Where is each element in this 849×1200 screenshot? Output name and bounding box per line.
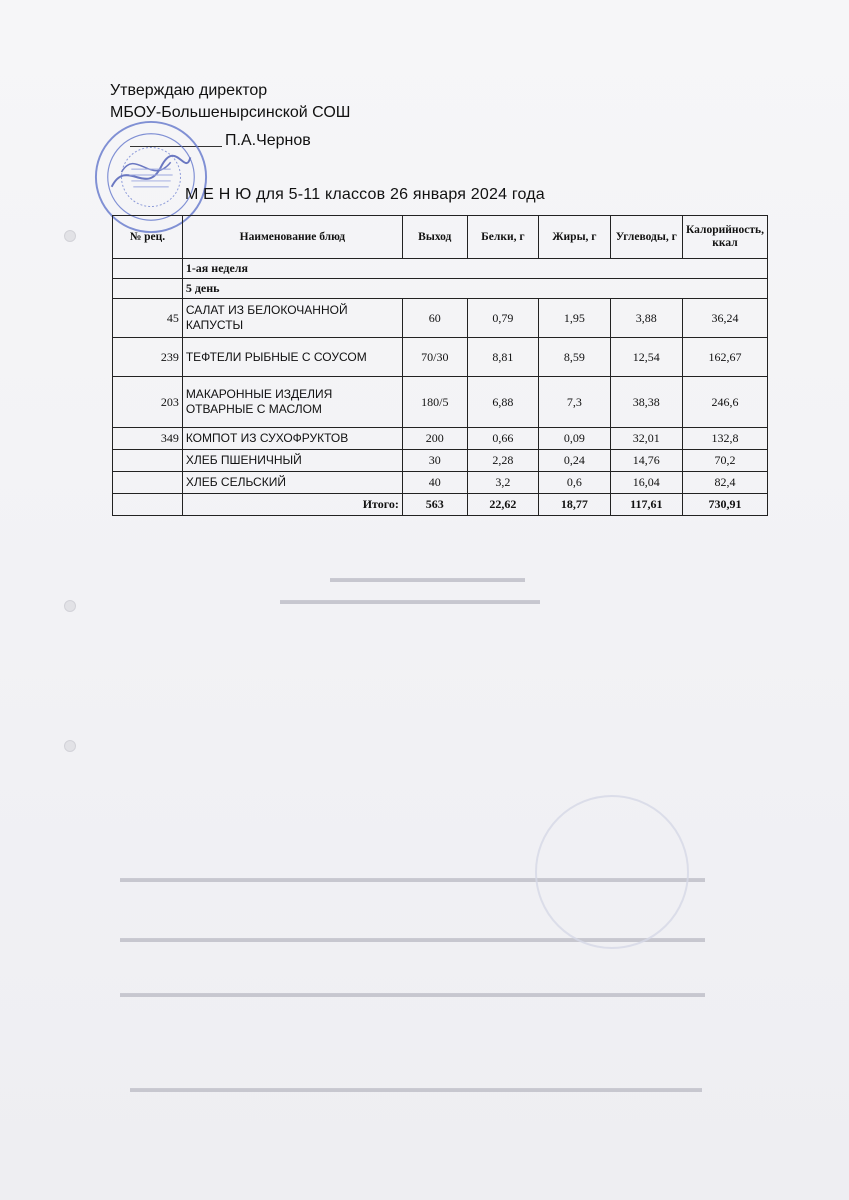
- signer-name: П.А.Чернов: [225, 132, 311, 149]
- recipe-no: [113, 450, 183, 472]
- table-row: [113, 299, 768, 338]
- week-row: [113, 259, 768, 279]
- total-fat: 18,77: [539, 494, 611, 516]
- recipe-no: 203: [113, 377, 183, 428]
- bleed-through-seal: [535, 795, 689, 949]
- protein: 6,88: [467, 377, 538, 428]
- table-row: [113, 338, 768, 377]
- recipe-no: 45: [113, 299, 183, 338]
- portion: 180/5: [402, 377, 467, 428]
- calories: 70,2: [682, 450, 767, 472]
- table-row: [113, 472, 768, 494]
- header-carbs: Углеводы, г: [610, 216, 682, 259]
- dish-name: МАКАРОННЫЕ ИЗДЕЛИЯ ОТВАРНЫЕ С МАСЛОМ: [182, 377, 402, 428]
- carbs: 14,76: [610, 450, 682, 472]
- portion: 70/30: [402, 338, 467, 377]
- dish-name: САЛАТ ИЗ БЕЛОКОЧАННОЙ КАПУСТЫ: [182, 299, 402, 338]
- fat: 0,24: [539, 450, 611, 472]
- carbs: 38,38: [610, 377, 682, 428]
- approval-line-2: МБОУ-Большенырсинской СОШ: [110, 104, 351, 121]
- bleed-through-text: ▬▬▬▬▬▬▬▬▬▬▬▬▬▬▬▬▬▬▬▬▬▬▬▬▬▬▬▬▬▬▬▬▬▬▬▬▬▬▬▬▬▬▬▬: [130, 1080, 702, 1095]
- table-header-row: [113, 216, 768, 259]
- day-row: [113, 279, 768, 299]
- protein: 3,2: [467, 472, 538, 494]
- header-recipe-no: № рец.: [113, 216, 183, 259]
- menu-table: [112, 215, 768, 516]
- dish-name: ХЛЕБ ПШЕНИЧНЫЙ: [182, 450, 402, 472]
- empty-cell: [113, 494, 183, 516]
- fat: 8,59: [539, 338, 611, 377]
- protein: 0,79: [467, 299, 538, 338]
- calories: 82,4: [682, 472, 767, 494]
- calories: 132,8: [682, 428, 767, 450]
- table-row: [113, 450, 768, 472]
- bleed-through-text: ▬▬▬▬▬▬▬▬▬▬▬▬▬▬▬▬▬▬▬▬: [280, 592, 540, 607]
- menu-title: М Е Н Ю для 5-11 классов 26 января 2024 года: [185, 186, 545, 203]
- bleed-through-text: ▬▬▬▬▬▬▬▬▬▬▬▬▬▬▬▬▬▬▬▬▬▬▬▬▬▬▬▬▬▬▬▬▬▬▬▬▬▬▬▬▬▬▬▬▬: [120, 870, 705, 885]
- header-fat: Жиры, г: [539, 216, 611, 259]
- bleed-through-text: ▬▬▬▬▬▬▬▬▬▬▬▬▬▬▬▬▬▬▬▬▬▬▬▬▬▬▬▬▬▬▬▬▬▬▬▬▬▬▬▬▬▬▬▬▬: [120, 930, 705, 945]
- total-label: Итого:: [182, 494, 402, 516]
- recipe-no: 349: [113, 428, 183, 450]
- protein: 8,81: [467, 338, 538, 377]
- week-label: 1-ая неделя: [182, 259, 767, 279]
- dish-name: ХЛЕБ СЕЛЬСКИЙ: [182, 472, 402, 494]
- fat: 1,95: [539, 299, 611, 338]
- table-row: [113, 428, 768, 450]
- punch-hole: [64, 740, 76, 752]
- recipe-no: 239: [113, 338, 183, 377]
- carbs: 12,54: [610, 338, 682, 377]
- total-carbs: 117,61: [610, 494, 682, 516]
- total-row: [113, 494, 768, 516]
- empty-cell: [113, 259, 183, 279]
- table-row: [113, 377, 768, 428]
- fat: 7,3: [539, 377, 611, 428]
- portion: 40: [402, 472, 467, 494]
- dish-name: ТЕФТЕЛИ РЫБНЫЕ С СОУСОМ: [182, 338, 402, 377]
- recipe-no: [113, 472, 183, 494]
- fat: 0,09: [539, 428, 611, 450]
- punch-hole: [64, 230, 76, 242]
- empty-cell: [113, 279, 183, 299]
- total-protein: 22,62: [467, 494, 538, 516]
- header-portion: Выход: [402, 216, 467, 259]
- carbs: 3,88: [610, 299, 682, 338]
- portion: 200: [402, 428, 467, 450]
- punch-hole: [64, 600, 76, 612]
- total-portion: 563: [402, 494, 467, 516]
- header-dish-name: Наименование блюд: [182, 216, 402, 259]
- calories: 36,24: [682, 299, 767, 338]
- calories: 162,67: [682, 338, 767, 377]
- dish-name: КОМПОТ ИЗ СУХОФРУКТОВ: [182, 428, 402, 450]
- carbs: 16,04: [610, 472, 682, 494]
- bleed-through-text: ▬▬▬▬▬▬▬▬▬▬▬▬▬▬▬: [330, 570, 525, 585]
- day-label: 5 день: [182, 279, 767, 299]
- bleed-through-text: ▬▬▬▬▬▬▬▬▬▬▬▬▬▬▬▬▬▬▬▬▬▬▬▬▬▬▬▬▬▬▬▬▬▬▬▬▬▬▬▬▬▬▬▬▬: [120, 985, 705, 1000]
- header-calories: Калорийность, ккал: [682, 216, 767, 259]
- approval-line-1: Утверждаю директор: [110, 82, 268, 99]
- calories: 246,6: [682, 377, 767, 428]
- header-protein: Белки, г: [467, 216, 538, 259]
- portion: 30: [402, 450, 467, 472]
- carbs: 32,01: [610, 428, 682, 450]
- protein: 0,66: [467, 428, 538, 450]
- fat: 0,6: [539, 472, 611, 494]
- portion: 60: [402, 299, 467, 338]
- total-calories: 730,91: [682, 494, 767, 516]
- protein: 2,28: [467, 450, 538, 472]
